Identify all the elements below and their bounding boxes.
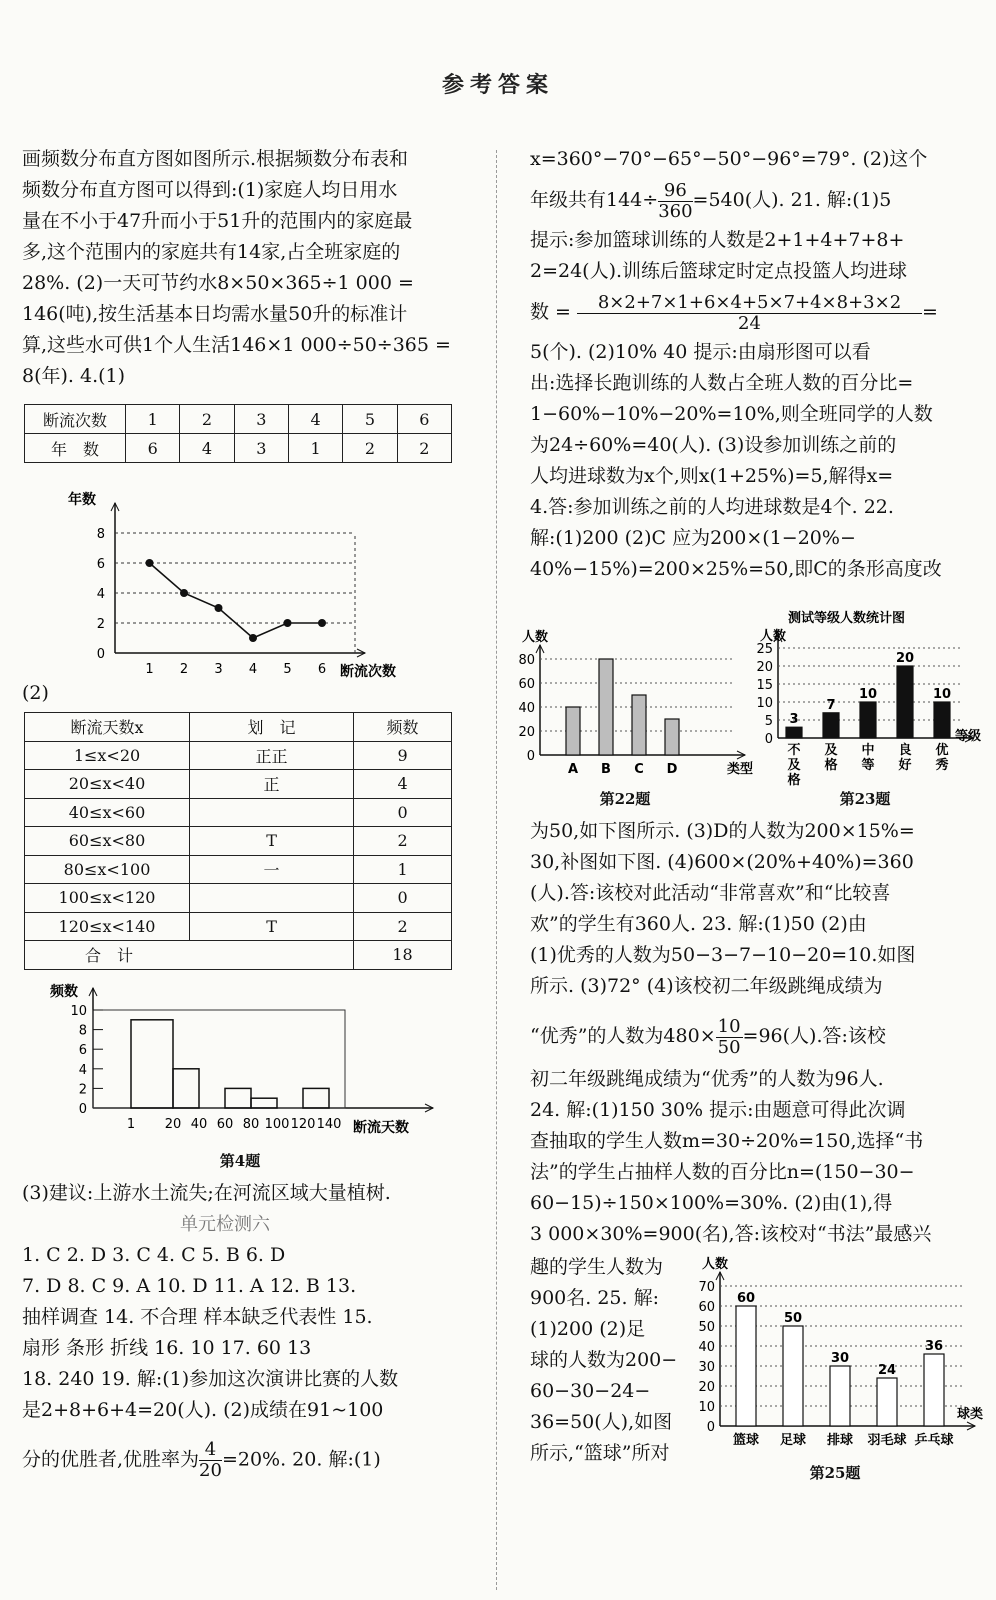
- denominator: 24: [738, 312, 761, 334]
- data-label: 50: [783, 1311, 803, 1326]
- data-point: [249, 634, 257, 642]
- frequency-table: [24, 712, 452, 970]
- x-tick-label: 篮球: [732, 1433, 760, 1448]
- x-tick-label: 乒乓球: [914, 1433, 954, 1448]
- data-label: 10: [932, 687, 952, 702]
- bar: [897, 666, 913, 738]
- y-tick-label: 8: [78, 1023, 87, 1039]
- text-line: 人均进球数为x个,则x(1+25%)=5,解得x=: [530, 465, 894, 487]
- text-span: 分的优胜者,优胜率为: [22, 1448, 200, 1471]
- y-tick-label: 5: [764, 714, 773, 729]
- bar: [736, 1306, 756, 1426]
- bar-chart-q22: [510, 615, 754, 785]
- x-tick-label: 格: [787, 773, 801, 788]
- data-label: 20: [895, 651, 915, 666]
- x-tick-label: 3: [214, 662, 223, 677]
- table-cell: T: [190, 912, 354, 941]
- y-tick-label: 10: [756, 696, 773, 711]
- text-line: 为50,如下图所示. (3)D的人数为200×15%=: [530, 820, 915, 842]
- answer-line: 抽样调查 14. 不合理 样本缺乏代表性 15.: [22, 1306, 373, 1328]
- table-cell: 20≤x<40: [25, 770, 190, 799]
- x-tick-label: 5: [283, 662, 292, 677]
- table-row: [25, 798, 452, 827]
- text-line: 900名. 25. 解:: [530, 1287, 660, 1309]
- table-cell: 2: [180, 405, 234, 434]
- table-cell: 100≤x<120: [25, 884, 190, 913]
- y-axis-label: 频数: [50, 984, 78, 1000]
- text-line: 30,补图如下图. (4)600×(20%+40%)=360: [530, 851, 914, 873]
- bar: [665, 719, 679, 755]
- table-break-frequency: [24, 404, 452, 463]
- y-tick-label: 80: [518, 653, 535, 668]
- table-cell: 2: [354, 827, 452, 856]
- text-line: 146(吨),按生活基本日均需水量50升的标准计: [22, 303, 408, 325]
- bar-chart-q25: [690, 1256, 984, 1456]
- y-tick-label: 6: [78, 1043, 87, 1059]
- caption-q25: 第25题: [809, 1464, 861, 1482]
- text-line: 量在不小于47升而小于51升的范围内的家庭最: [22, 210, 413, 232]
- bar: [251, 1098, 277, 1108]
- data-label: 3: [789, 712, 799, 728]
- table-cell: [190, 798, 354, 827]
- fraction: [199, 1440, 222, 1481]
- caption-q4: 第4题: [219, 1152, 261, 1170]
- table-cell: 80≤x<100: [25, 855, 190, 884]
- caption-q23: 第23题: [839, 790, 891, 808]
- x-tick-label: 6: [317, 662, 327, 677]
- text-line: x=360°−70°−65°−50°−96°=79°. (2)这个: [530, 148, 928, 170]
- x-tick-label: 及: [824, 743, 838, 758]
- y-tick-label: 60: [698, 1300, 715, 1315]
- y-tick-label: 2: [78, 1082, 87, 1098]
- x-tick-label: D: [666, 762, 678, 777]
- table-cell: 18: [354, 941, 452, 970]
- text-line: 多,这个范围内的家庭共有14家,占全班家庭的: [22, 241, 401, 263]
- text-line: 所示,“篮球”所对: [530, 1442, 670, 1464]
- data-label: 7: [826, 697, 836, 713]
- y-tick-label: 20: [518, 725, 535, 740]
- x-axis-label: 断流天数: [353, 1120, 409, 1136]
- text-line: 画频数分布直方图如图所示.根据频数分布表和: [22, 148, 409, 170]
- table-cell: 9: [354, 741, 452, 770]
- text-line: 28%. (2)一天可节约水8×50×365÷1 000 =: [22, 272, 414, 294]
- bar: [131, 1020, 173, 1108]
- data-label: 10: [858, 687, 878, 702]
- answers-block: [22, 1240, 467, 1426]
- text-span: “优秀”的人数为480×: [530, 1025, 716, 1047]
- x-tick-label: 优: [935, 743, 949, 758]
- text-line: 提示:参加篮球训练的人数是2+1+4+7+8+: [530, 229, 905, 251]
- text-line: 8(年). 4.(1): [22, 365, 126, 387]
- y-axis-label: 人数: [522, 630, 549, 645]
- table-label: 年 数: [25, 434, 126, 463]
- text-line: 5(个). (2)10% 40 提示:由扇形图可以看: [530, 341, 871, 363]
- data-point: [284, 619, 292, 627]
- data-point: [146, 559, 154, 567]
- page-header: 参考答案: [441, 72, 554, 98]
- y-tick-label: 70: [698, 1280, 715, 1295]
- x-tick-label: C: [634, 762, 644, 777]
- y-tick-label: 0: [706, 1420, 715, 1435]
- right-column: [530, 144, 970, 585]
- y-tick-label: 0: [526, 749, 535, 764]
- x-tick-label: 排球: [826, 1433, 854, 1448]
- series-line: [150, 563, 323, 638]
- text-line-fraction: [530, 287, 970, 337]
- table-cell: 1: [288, 434, 342, 463]
- denominator: 50: [717, 1036, 741, 1058]
- text-line: 出:选择长跑训练的人数占全班人数的百分比=: [530, 372, 914, 394]
- y-axis-label: 年数: [68, 492, 96, 508]
- data-point: [180, 589, 188, 597]
- bar: [934, 702, 950, 738]
- table-cell: 0: [354, 798, 452, 827]
- text-span: 数 =: [530, 301, 577, 323]
- y-axis-label: 人数: [702, 1257, 729, 1272]
- table-cell: 6: [126, 434, 180, 463]
- table-cell: 3: [234, 405, 288, 434]
- table-cell: T: [190, 827, 354, 856]
- text-line: (人).答:该校对此活动“非常喜欢”和“比较喜: [530, 882, 891, 904]
- text-line: 60−15)÷150×100%=30%. (2)由(1),得: [530, 1192, 893, 1214]
- numerator: 10: [717, 1015, 741, 1037]
- right-text-block: [530, 1064, 970, 1250]
- x-tick-label: 120: [290, 1117, 316, 1132]
- text-span: 年级共有144÷: [530, 189, 659, 211]
- text-line: 所示. (3)72° (4)该校初二年级跳绳成绩为: [530, 975, 883, 997]
- table-row: [25, 855, 452, 884]
- y-tick-label: 2: [96, 617, 105, 632]
- table-row: [25, 912, 452, 941]
- table-cell: 1: [126, 405, 180, 434]
- bar: [632, 695, 646, 755]
- table-cell: 2: [354, 912, 452, 941]
- x-tick-label: 1: [145, 662, 154, 677]
- y-tick-label: 6: [96, 557, 105, 572]
- table-cell: 2: [397, 434, 451, 463]
- x-tick-label: 2: [179, 662, 189, 677]
- table-cell: 正正: [190, 741, 354, 770]
- x-tick-label: 1: [126, 1117, 136, 1132]
- x-tick-label: 4: [248, 662, 258, 677]
- y-tick-label: 4: [78, 1062, 87, 1078]
- text-line: 24. 解:(1)150 30% 提示:由题意可得此次调: [530, 1099, 906, 1121]
- y-tick-label: 20: [698, 1380, 715, 1395]
- y-tick-label: 60: [518, 677, 535, 692]
- x-tick-label: 不: [787, 743, 801, 758]
- text-line: 36=50(人),如图: [530, 1411, 673, 1433]
- text-line: (1)优秀的人数为50−3−7−10−20=10.如图: [530, 944, 916, 966]
- fraction: [577, 293, 922, 334]
- x-tick-label: 中: [861, 743, 875, 758]
- table-cell: 合 计: [25, 941, 354, 970]
- x-tick-label: 40: [190, 1117, 208, 1132]
- table-cell: 4: [180, 434, 234, 463]
- answer-line: 扇形 条形 折线 16. 10 17. 60 13: [22, 1337, 312, 1359]
- table-cell: 1≤x<20: [25, 741, 190, 770]
- x-axis-label: 球类: [957, 1407, 984, 1422]
- text-line: 球的人数为200−: [530, 1349, 678, 1371]
- y-tick-label: 20: [756, 660, 773, 675]
- numerator: 8×2+7×1+6×4+5×7+4×8+3×2: [577, 293, 922, 314]
- text-line: 为24÷60%=40(人). (3)设参加训练之前的: [530, 434, 897, 456]
- table-cell: [190, 884, 354, 913]
- text-line: (1)200 (2)足: [530, 1318, 646, 1340]
- data-label: 24: [877, 1363, 897, 1378]
- caption-q22: 第22题: [599, 790, 651, 808]
- x-tick-label: 20: [164, 1117, 182, 1132]
- x-tick-label: 良: [898, 743, 912, 758]
- right-text-block: [530, 816, 970, 1002]
- table-cell: 一: [190, 855, 354, 884]
- table-cell: 1: [354, 855, 452, 884]
- left-column: [22, 144, 462, 392]
- numerator: 4: [199, 1440, 222, 1461]
- line-chart-years: [60, 486, 440, 686]
- table-cell: 4: [288, 405, 342, 434]
- bar: [860, 702, 876, 738]
- y-tick-label: 0: [764, 732, 773, 747]
- table-header: 频数: [354, 713, 452, 742]
- x-tick-label: 足球: [779, 1433, 807, 1448]
- text-line-fraction: [530, 175, 970, 225]
- x-tick-label: 60: [216, 1117, 234, 1132]
- y-tick-label: 15: [756, 678, 773, 693]
- text-line: 频数分布直方图可以得到:(1)家庭人均日用水: [22, 179, 398, 201]
- table-cell: 5: [343, 405, 397, 434]
- bar: [823, 713, 839, 738]
- table-cell: 60≤x<80: [25, 827, 190, 856]
- denominator: 20: [199, 1460, 222, 1481]
- y-tick-label: 4: [96, 587, 105, 602]
- fraction: [716, 1017, 743, 1058]
- text-span: =20%. 20. 解:(1): [221, 1448, 381, 1471]
- bar: [225, 1088, 251, 1108]
- table-cell: 40≤x<60: [25, 798, 190, 827]
- text-line: 3 000×30%=900(名),答:该校对“书法”最感兴: [530, 1223, 932, 1245]
- x-tick-label: 等: [861, 758, 875, 773]
- y-tick-label: 0: [78, 1102, 87, 1117]
- text-line: 算,这些水可供1个人生活146×1 000÷50÷365 =: [22, 334, 451, 356]
- y-tick-label: 0: [96, 647, 105, 662]
- y-tick-label: 40: [518, 701, 535, 716]
- x-tick-label: 100: [264, 1117, 290, 1132]
- suggestion-text: (3)建议:上游水土流失;在河流区域大量植树.: [22, 1182, 391, 1204]
- bar: [877, 1378, 897, 1426]
- table-label: 断流次数: [25, 405, 126, 434]
- answer-line: 7. D 8. C 9. A 10. D 11. A 12. B 13.: [22, 1275, 357, 1297]
- x-tick-label: B: [601, 762, 611, 777]
- data-label: 60: [736, 1291, 756, 1306]
- text-span: =96(人).答:该校: [742, 1025, 886, 1047]
- x-tick-label: 秀: [935, 758, 949, 773]
- text-line: 查抽取的学生人数m=30÷20%=150,选择“书: [530, 1130, 924, 1152]
- x-tick-label: 格: [824, 758, 838, 773]
- fraction: [658, 181, 692, 222]
- text-line: 40%−15%)=200×25%=50,即C的条形高度改: [530, 558, 942, 580]
- answer-line: 1. C 2. D 3. C 4. C 5. B 6. D: [22, 1244, 286, 1266]
- data-label: 36: [924, 1339, 944, 1354]
- text-line: 欢”的学生有360人. 23. 解:(1)50 (2)由: [530, 913, 867, 935]
- table-cell: 4: [354, 770, 452, 799]
- text-span: =540(人). 21. 解:(1)5: [692, 189, 892, 211]
- answer-line: 是2+8+6+4=20(人). (2)成绩在91~100: [22, 1399, 384, 1421]
- y-axis-label: 人数: [760, 629, 787, 644]
- x-tick-label: 80: [242, 1117, 260, 1132]
- y-tick-label: 10: [70, 1004, 87, 1019]
- table-cell: 正: [190, 770, 354, 799]
- histogram-break-days: [48, 980, 448, 1150]
- y-tick-label: 25: [756, 642, 773, 657]
- column-divider: [496, 150, 497, 1590]
- answer-line-fraction: [22, 1440, 482, 1481]
- numerator: 96: [658, 181, 692, 202]
- y-tick-label: 40: [698, 1340, 715, 1355]
- text-span: =: [922, 301, 938, 323]
- y-tick-label: 10: [698, 1400, 715, 1415]
- text-line: 法”的学生占抽样人数的百分比n=(150−30−: [530, 1161, 915, 1183]
- bar-chart-q23: [750, 610, 980, 790]
- table-row: [25, 770, 452, 799]
- table-header: 划 记: [190, 713, 354, 742]
- bar: [173, 1069, 199, 1108]
- y-tick-label: 50: [698, 1320, 715, 1335]
- chart-title: 测试等级人数统计图: [788, 611, 906, 626]
- bar: [303, 1088, 329, 1108]
- table-cell: 120≤x<140: [25, 912, 190, 941]
- data-point: [215, 604, 223, 612]
- table-row: [25, 741, 452, 770]
- x-axis-label: 断流次数: [340, 664, 396, 680]
- text-line: 4.答:参加训练之前的人均进球数是4个. 22.: [530, 496, 894, 518]
- x-axis-label: 等级: [955, 729, 982, 744]
- unit-title: 单元检测六: [180, 1214, 270, 1235]
- bar: [924, 1354, 944, 1426]
- data-point: [318, 619, 326, 627]
- table-row: [25, 884, 452, 913]
- table-cell: 0: [354, 884, 452, 913]
- x-axis-label: 类型: [727, 762, 754, 777]
- data-label: 30: [830, 1351, 850, 1366]
- text-line: 2=24(人).训练后篮球定时定点投篮人均进球: [530, 260, 908, 282]
- table-header: 断流天数x: [25, 713, 190, 742]
- table-cell: 2: [343, 434, 397, 463]
- bar: [566, 707, 580, 755]
- denominator: 360: [658, 200, 693, 222]
- text-line: 1−60%−10%−20%=10%,则全班同学的人数: [530, 403, 933, 425]
- x-tick-label: 及: [787, 758, 801, 773]
- x-tick-label: 羽毛球: [867, 1433, 907, 1448]
- text-line-fraction: [530, 1006, 975, 1066]
- table-row: [25, 827, 452, 856]
- text-line: 趣的学生人数为: [530, 1256, 664, 1278]
- bar: [786, 727, 802, 738]
- x-tick-label: A: [567, 762, 579, 777]
- bar: [830, 1366, 850, 1426]
- bar: [599, 659, 613, 755]
- bar: [783, 1326, 803, 1426]
- y-tick-label: 8: [96, 527, 105, 542]
- text-line: 初二年级跳绳成绩为“优秀”的人数为96人.: [530, 1068, 884, 1090]
- table-cell: 6: [397, 405, 451, 434]
- x-tick-label: 140: [316, 1117, 342, 1132]
- table-cell: 3: [234, 434, 288, 463]
- part2-label: (2): [22, 682, 49, 704]
- y-tick-label: 30: [698, 1360, 715, 1375]
- x-tick-label: 好: [898, 758, 912, 773]
- text-line: 解:(1)200 (2)C 应为200×(1−20%−: [530, 527, 856, 549]
- answer-line: 18. 240 19. 解:(1)参加这次演讲比赛的人数: [22, 1368, 399, 1390]
- text-line: 60−30−24−: [530, 1380, 651, 1402]
